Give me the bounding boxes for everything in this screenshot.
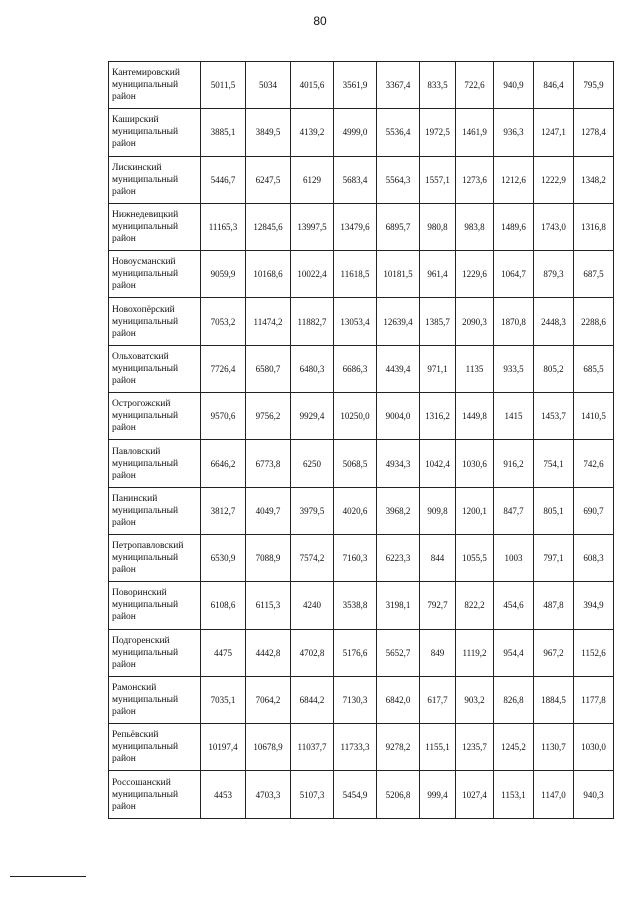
value-cell: 7726,4 [201, 345, 246, 392]
district-name-line: муниципальный [112, 363, 179, 374]
district-name-line: муниципальный [112, 174, 179, 185]
value-cell: 1557,1 [420, 156, 456, 203]
value-cell: 805,2 [534, 345, 574, 392]
value-cell: 940,3 [574, 771, 614, 818]
value-cell: 5683,4 [334, 156, 377, 203]
value-cell: 1385,7 [420, 298, 456, 345]
district-name-line: Новохопёрский [112, 304, 175, 315]
value-cell: 1064,7 [494, 251, 534, 298]
value-cell: 3979,5 [291, 487, 334, 534]
district-name-line: район [112, 565, 136, 576]
value-cell: 980,8 [420, 203, 456, 250]
value-cell: 608,3 [574, 534, 614, 581]
value-cell: 1453,7 [534, 393, 574, 440]
value-cell: 5011,5 [201, 62, 246, 109]
value-cell: 11882,7 [291, 298, 334, 345]
value-cell: 999,4 [420, 771, 456, 818]
value-cell: 792,7 [420, 582, 456, 629]
value-cell: 6247,5 [246, 156, 291, 203]
value-cell: 7160,3 [334, 534, 377, 581]
value-cell: 1229,6 [456, 251, 494, 298]
value-cell: 5068,5 [334, 440, 377, 487]
value-cell: 826,8 [494, 676, 534, 723]
table-row [109, 393, 614, 440]
district-name-line: Россошанский [112, 777, 171, 788]
value-cell: 3198,1 [377, 582, 420, 629]
district-name-line: Лискинский [112, 162, 162, 173]
value-cell: 4999,0 [334, 109, 377, 156]
table-row [109, 203, 614, 250]
district-name-cell [109, 440, 201, 487]
district-name-line: район [112, 517, 136, 528]
table-row [109, 582, 614, 629]
footnote-separator-line [10, 876, 86, 877]
value-cell: 2288,6 [574, 298, 614, 345]
district-name-cell [109, 298, 201, 345]
value-cell: 7035,1 [201, 676, 246, 723]
value-cell: 5446,7 [201, 156, 246, 203]
value-cell: 1273,6 [456, 156, 494, 203]
district-name-line: муниципальный [112, 695, 179, 705]
value-cell: 1055,5 [456, 534, 494, 581]
value-cell: 12639,4 [377, 298, 420, 345]
value-cell: 940,9 [494, 62, 534, 109]
district-name-line: муниципальный [112, 80, 179, 91]
value-cell: 9756,2 [246, 393, 291, 440]
district-name-line: Новоусманский [112, 257, 176, 268]
value-cell: 5107,3 [291, 771, 334, 818]
table-row [109, 771, 614, 818]
value-cell: 3968,2 [377, 487, 420, 534]
value-cell: 4442,8 [246, 629, 291, 676]
district-name-line: муниципальный [112, 742, 179, 753]
value-cell: 1415 [494, 393, 534, 440]
value-cell: 1152,6 [574, 629, 614, 676]
district-name-line: район [112, 754, 136, 765]
district-name-line: муниципальный [112, 316, 179, 327]
value-cell: 1870,8 [494, 298, 534, 345]
value-cell: 4049,7 [246, 487, 291, 534]
district-name-cell [109, 629, 201, 676]
value-cell: 1316,8 [574, 203, 614, 250]
value-cell: 4240 [291, 582, 334, 629]
value-cell: 3538,8 [334, 582, 377, 629]
table-row [109, 440, 614, 487]
district-name-cell [109, 109, 201, 156]
value-cell: 7574,2 [291, 534, 334, 581]
value-cell: 4439,4 [377, 345, 420, 392]
table-row [109, 345, 614, 392]
value-cell: 5454,9 [334, 771, 377, 818]
value-cell: 1235,7 [456, 724, 494, 771]
district-name-line: Поворинский [112, 588, 167, 599]
value-cell: 7130,3 [334, 676, 377, 723]
district-name-line: муниципальный [112, 553, 179, 564]
value-cell: 954,4 [494, 629, 534, 676]
value-cell: 9570,6 [201, 393, 246, 440]
value-cell: 983,8 [456, 203, 494, 250]
table-row [109, 487, 614, 534]
table-row [109, 534, 614, 581]
district-name-line: муниципальный [112, 789, 179, 800]
value-cell: 1030,6 [456, 440, 494, 487]
value-cell: 1461,9 [456, 109, 494, 156]
value-cell: 961,4 [420, 251, 456, 298]
value-cell: 5034 [246, 62, 291, 109]
district-name-cell [109, 582, 201, 629]
value-cell: 454,6 [494, 582, 534, 629]
district-name-line: муниципальный [112, 647, 179, 658]
value-cell: 844 [420, 534, 456, 581]
value-cell: 1410,5 [574, 393, 614, 440]
district-name-line: Павловский [112, 446, 161, 457]
value-cell: 9059,9 [201, 251, 246, 298]
value-cell: 6773,8 [246, 440, 291, 487]
district-name-line: район [112, 328, 136, 339]
value-cell: 10197,4 [201, 724, 246, 771]
value-cell: 6646,2 [201, 440, 246, 487]
district-name-line: район [112, 139, 136, 150]
district-name-line: Ольховатский [112, 351, 169, 362]
value-cell: 3561,9 [334, 62, 377, 109]
value-cell: 1222,9 [534, 156, 574, 203]
value-cell: 846,4 [534, 62, 574, 109]
value-cell: 6108,6 [201, 582, 246, 629]
value-cell: 805,1 [534, 487, 574, 534]
district-name-line: район [112, 707, 136, 717]
value-cell: 795,9 [574, 62, 614, 109]
value-cell: 5652,7 [377, 629, 420, 676]
value-cell: 11037,7 [291, 724, 334, 771]
page-number: 80 [313, 14, 327, 28]
district-name-cell [109, 203, 201, 250]
value-cell: 879,3 [534, 251, 574, 298]
district-name-line: район [112, 92, 136, 103]
value-cell: 1177,8 [574, 676, 614, 723]
value-cell: 11618,5 [334, 251, 377, 298]
value-cell: 1119,2 [456, 629, 494, 676]
value-cell: 1245,2 [494, 724, 534, 771]
value-cell: 5206,8 [377, 771, 420, 818]
value-cell: 7088,9 [246, 534, 291, 581]
district-name-cell [109, 251, 201, 298]
value-cell: 9004,0 [377, 393, 420, 440]
value-cell: 822,2 [456, 582, 494, 629]
district-name-line: муниципальный [112, 600, 179, 611]
value-cell: 4453 [201, 771, 246, 818]
value-cell: 6250 [291, 440, 334, 487]
table-row [109, 156, 614, 203]
value-cell: 1743,0 [534, 203, 574, 250]
value-cell: 1030,0 [574, 724, 614, 771]
district-name-line: район [112, 186, 136, 197]
district-name-line: район [112, 470, 136, 481]
value-cell: 909,8 [420, 487, 456, 534]
value-cell: 11165,3 [201, 203, 246, 250]
table-row [109, 724, 614, 771]
value-cell: 6842,0 [377, 676, 420, 723]
district-name-line: район [112, 659, 136, 670]
value-cell: 1316,2 [420, 393, 456, 440]
value-cell: 13479,6 [334, 203, 377, 250]
value-cell: 10022,4 [291, 251, 334, 298]
value-cell: 10678,9 [246, 724, 291, 771]
district-data-table [108, 61, 614, 819]
value-cell: 1884,5 [534, 676, 574, 723]
value-cell: 833,5 [420, 62, 456, 109]
value-cell: 2090,3 [456, 298, 494, 345]
value-cell: 1348,2 [574, 156, 614, 203]
district-name-cell [109, 724, 201, 771]
district-name-line: район [112, 801, 136, 812]
table-row [109, 251, 614, 298]
district-name-line: муниципальный [112, 127, 179, 138]
value-cell: 6895,7 [377, 203, 420, 250]
value-cell: 6223,3 [377, 534, 420, 581]
value-cell: 10168,6 [246, 251, 291, 298]
value-cell: 1972,5 [420, 109, 456, 156]
value-cell: 1153,1 [494, 771, 534, 818]
value-cell: 4703,3 [246, 771, 291, 818]
value-cell: 4020,6 [334, 487, 377, 534]
value-cell: 797,1 [534, 534, 574, 581]
value-cell: 3885,1 [201, 109, 246, 156]
value-cell: 6480,3 [291, 345, 334, 392]
table-row [109, 629, 614, 676]
value-cell: 1278,4 [574, 109, 614, 156]
district-name-cell [109, 62, 201, 109]
district-name-line: муниципальный [112, 222, 179, 233]
value-cell: 1147,0 [534, 771, 574, 818]
value-cell: 13997,5 [291, 203, 334, 250]
district-name-line: Каширский [112, 115, 159, 126]
district-name-line: Репьёвский [112, 730, 159, 741]
value-cell: 13053,4 [334, 298, 377, 345]
value-cell: 617,7 [420, 676, 456, 723]
value-cell: 2448,3 [534, 298, 574, 345]
value-cell: 6686,3 [334, 345, 377, 392]
value-cell: 722,6 [456, 62, 494, 109]
value-cell: 971,1 [420, 345, 456, 392]
value-cell: 5176,6 [334, 629, 377, 676]
value-cell: 12845,6 [246, 203, 291, 250]
value-cell: 1449,8 [456, 393, 494, 440]
district-name-line: муниципальный [112, 458, 179, 469]
value-cell: 933,5 [494, 345, 534, 392]
value-cell: 6580,7 [246, 345, 291, 392]
district-name-line: район [112, 612, 136, 623]
district-name-line: район [112, 423, 136, 434]
value-cell: 742,6 [574, 440, 614, 487]
value-cell: 394,9 [574, 582, 614, 629]
district-name-line: муниципальный [112, 269, 179, 280]
value-cell: 936,3 [494, 109, 534, 156]
district-name-cell [109, 393, 201, 440]
value-cell: 5536,4 [377, 109, 420, 156]
value-cell: 7053,2 [201, 298, 246, 345]
value-cell: 4702,8 [291, 629, 334, 676]
district-name-line: Кантемировский [112, 68, 180, 79]
value-cell: 1130,7 [534, 724, 574, 771]
district-name-line: муниципальный [112, 505, 179, 516]
value-cell: 6115,3 [246, 582, 291, 629]
value-cell: 9929,4 [291, 393, 334, 440]
table-row [109, 109, 614, 156]
value-cell: 9278,2 [377, 724, 420, 771]
table-row [109, 298, 614, 345]
value-cell: 4934,3 [377, 440, 420, 487]
district-name-cell [109, 676, 201, 723]
value-cell: 5564,3 [377, 156, 420, 203]
district-name-cell [109, 487, 201, 534]
district-name-cell [109, 156, 201, 203]
value-cell: 10250,0 [334, 393, 377, 440]
value-cell: 10181,5 [377, 251, 420, 298]
value-cell: 4475 [201, 629, 246, 676]
value-cell: 6844,2 [291, 676, 334, 723]
district-name-line: Рамонский [112, 683, 157, 693]
district-name-cell [109, 345, 201, 392]
value-cell: 1212,6 [494, 156, 534, 203]
district-name-line: Нижнедевицкий [112, 210, 179, 221]
value-cell: 687,5 [574, 251, 614, 298]
table-row [109, 676, 614, 723]
district-name-line: муниципальный [112, 411, 179, 422]
value-cell: 1489,6 [494, 203, 534, 250]
value-cell: 7064,2 [246, 676, 291, 723]
value-cell: 3367,4 [377, 62, 420, 109]
value-cell: 11733,3 [334, 724, 377, 771]
value-cell: 487,8 [534, 582, 574, 629]
value-cell: 1003 [494, 534, 534, 581]
district-name-line: Подгоренский [112, 635, 170, 646]
value-cell: 1247,1 [534, 109, 574, 156]
value-cell: 685,5 [574, 345, 614, 392]
value-cell: 4139,2 [291, 109, 334, 156]
value-cell: 6530,9 [201, 534, 246, 581]
district-name-line: Петропавловский [112, 541, 184, 552]
value-cell: 1042,4 [420, 440, 456, 487]
value-cell: 11474,2 [246, 298, 291, 345]
value-cell: 754,1 [534, 440, 574, 487]
value-cell: 903,2 [456, 676, 494, 723]
district-name-line: район [112, 281, 136, 292]
district-name-line: район [112, 234, 136, 245]
district-name-cell [109, 534, 201, 581]
value-cell: 1027,4 [456, 771, 494, 818]
district-name-cell [109, 771, 201, 818]
district-name-line: Острогожский [112, 399, 171, 410]
table-body [109, 62, 614, 819]
value-cell: 1135 [456, 345, 494, 392]
district-name-line: Панинский [112, 493, 158, 504]
value-cell: 847,7 [494, 487, 534, 534]
value-cell: 967,2 [534, 629, 574, 676]
value-cell: 6129 [291, 156, 334, 203]
value-cell: 3812,7 [201, 487, 246, 534]
value-cell: 849 [420, 629, 456, 676]
value-cell: 1200,1 [456, 487, 494, 534]
value-cell: 690,7 [574, 487, 614, 534]
value-cell: 4015,6 [291, 62, 334, 109]
value-cell: 1155,1 [420, 724, 456, 771]
table-row [109, 62, 614, 109]
value-cell: 916,2 [494, 440, 534, 487]
district-name-line: район [112, 375, 136, 386]
value-cell: 3849,5 [246, 109, 291, 156]
